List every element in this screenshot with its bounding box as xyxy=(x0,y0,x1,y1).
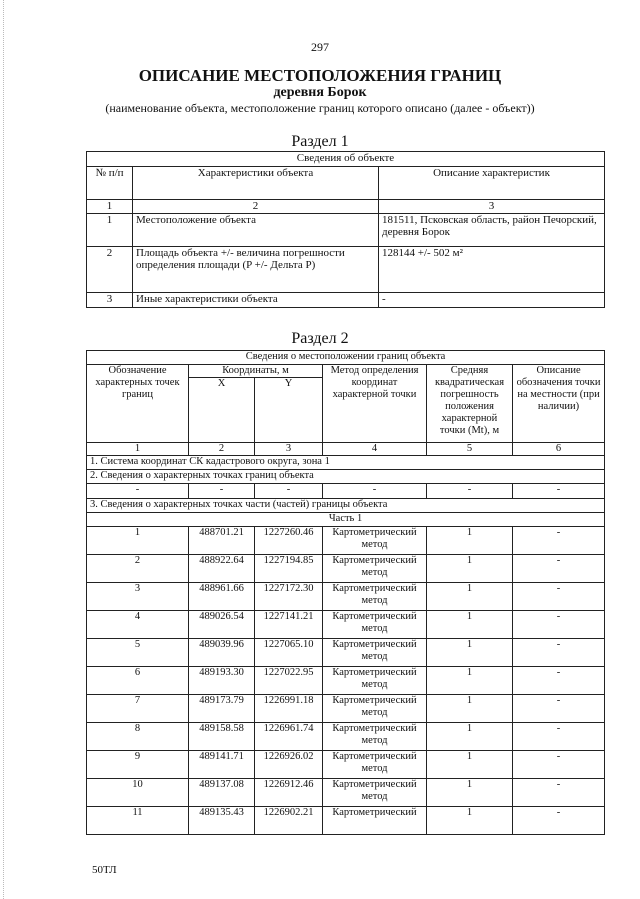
column-header: Характеристики объекта xyxy=(133,167,379,200)
x-coordinate: 489135.43 xyxy=(189,807,255,835)
y-coordinate: 1227260.46 xyxy=(255,527,323,555)
dash-cell: - xyxy=(323,484,427,499)
x-coordinate: 489193.30 xyxy=(189,667,255,695)
column-number: 4 xyxy=(323,443,427,456)
table-title: Сведения о местоположении границ объекта xyxy=(87,351,605,365)
y-coordinate: 1227194.85 xyxy=(255,555,323,583)
characteristic-value: 181511, Псковская область, район Печорский, деревня Борок xyxy=(379,214,605,247)
x-coordinate: 489137.08 xyxy=(189,779,255,807)
table-row xyxy=(87,555,605,583)
y-coordinate: 1227141.21 xyxy=(255,611,323,639)
method-cell: Картометрический метод xyxy=(323,751,427,779)
description-cell: - xyxy=(513,807,605,835)
section1-heading: Раздел 1 xyxy=(291,133,349,150)
y-coordinate: 1227022.95 xyxy=(255,667,323,695)
method-cell: Картометрический метод xyxy=(323,527,427,555)
coordinate-system-row: 1. Система координат СК кадастрового округа, зона 1 xyxy=(87,456,605,470)
method-cell: Картометрический метод xyxy=(323,695,427,723)
column-number: 3 xyxy=(379,200,605,214)
table-row xyxy=(87,214,605,247)
y-coordinate: 1226961.74 xyxy=(255,723,323,751)
object-info-table xyxy=(86,151,605,308)
method-cell: Картометрический xyxy=(323,807,427,835)
x-coordinate: 489026.54 xyxy=(189,611,255,639)
page-number: 297 xyxy=(311,40,329,54)
column-number: 1 xyxy=(87,443,189,456)
mt-cell: 1 xyxy=(427,807,513,835)
column-header: X xyxy=(189,378,255,443)
mt-cell: 1 xyxy=(427,555,513,583)
method-cell: Картометрический метод xyxy=(323,667,427,695)
table-row xyxy=(87,527,605,555)
description-cell: - xyxy=(513,695,605,723)
mt-cell: 1 xyxy=(427,779,513,807)
description-cell: - xyxy=(513,527,605,555)
characteristic-name: Местоположение объекта xyxy=(133,214,379,247)
point-number: 3 xyxy=(87,583,189,611)
description-cell: - xyxy=(513,611,605,639)
document-title: ОПИСАНИЕ МЕСТОПОЛОЖЕНИЯ ГРАНИЦ xyxy=(138,66,502,85)
object-note: (наименование объекта, местоположение границ которого описано (далее - объект)) xyxy=(105,101,535,115)
column-number: 1 xyxy=(87,200,133,214)
characteristic-value: 128144 +/- 502 м² xyxy=(379,247,605,293)
table-row xyxy=(87,723,605,751)
mt-cell: 1 xyxy=(427,583,513,611)
method-cell: Картометрический метод xyxy=(323,723,427,751)
description-cell: - xyxy=(513,779,605,807)
table-row xyxy=(87,293,605,308)
y-coordinate: 1226991.18 xyxy=(255,695,323,723)
column-header: Обозначение характерных точек границ xyxy=(87,365,189,443)
point-number: 5 xyxy=(87,639,189,667)
section2-heading: Раздел 2 xyxy=(291,330,349,347)
table-row xyxy=(87,779,605,807)
column-header: Средняя квадратическая погрешность положения характерной точки (Mt), м xyxy=(427,365,513,443)
column-header: Описание обозначения точки на местности (при наличии) xyxy=(513,365,605,443)
point-number: 7 xyxy=(87,695,189,723)
column-header: Метод определения координат характерной точки xyxy=(323,365,427,443)
description-cell: - xyxy=(513,723,605,751)
row-number: 1 xyxy=(87,214,133,247)
dash-cell: - xyxy=(427,484,513,499)
y-coordinate: 1226902.21 xyxy=(255,807,323,835)
dash-cell: - xyxy=(189,484,255,499)
point-number: 6 xyxy=(87,667,189,695)
dash-cell: - xyxy=(513,484,605,499)
method-cell: Картометрический метод xyxy=(323,779,427,807)
column-number: 2 xyxy=(133,200,379,214)
column-number: 3 xyxy=(255,443,323,456)
point-number: 1 xyxy=(87,527,189,555)
object-name: деревня Борок xyxy=(273,85,367,100)
table-row xyxy=(87,751,605,779)
table-row xyxy=(87,667,605,695)
column-number: 6 xyxy=(513,443,605,456)
description-cell: - xyxy=(513,751,605,779)
table-title: Сведения об объекте xyxy=(87,152,605,167)
point-number: 2 xyxy=(87,555,189,583)
characteristic-name: Площадь объекта +/- величина погрешности определения площади (P +/- Дельта P) xyxy=(133,247,379,293)
row-number: 2 xyxy=(87,247,133,293)
x-coordinate: 488922.64 xyxy=(189,555,255,583)
column-header: № п/п xyxy=(87,167,133,200)
column-header: Y xyxy=(255,378,323,443)
y-coordinate: 1226912.46 xyxy=(255,779,323,807)
column-header: Координаты, м xyxy=(189,365,323,378)
mt-cell: 1 xyxy=(427,611,513,639)
part-label-row: Часть 1 xyxy=(87,513,605,527)
description-cell: - xyxy=(513,667,605,695)
method-cell: Картометрический метод xyxy=(323,639,427,667)
dash-cell: - xyxy=(87,484,189,499)
footer-code: 50ТЛ xyxy=(92,864,117,876)
point-number: 8 xyxy=(87,723,189,751)
mt-cell: 1 xyxy=(427,695,513,723)
mt-cell: 1 xyxy=(427,667,513,695)
column-header: Описание характеристик xyxy=(379,167,605,200)
x-coordinate: 489173.79 xyxy=(189,695,255,723)
method-cell: Картометрический метод xyxy=(323,611,427,639)
x-coordinate: 488701.21 xyxy=(189,527,255,555)
y-coordinate: 1226926.02 xyxy=(255,751,323,779)
table-row xyxy=(87,611,605,639)
mt-cell: 1 xyxy=(427,723,513,751)
mt-cell: 1 xyxy=(427,639,513,667)
table-row xyxy=(87,639,605,667)
column-number: 5 xyxy=(427,443,513,456)
method-cell: Картометрический метод xyxy=(323,583,427,611)
point-number: 11 xyxy=(87,807,189,835)
x-coordinate: 489158.58 xyxy=(189,723,255,751)
column-number: 2 xyxy=(189,443,255,456)
boundary-points-row: 2. Сведения о характерных точках границ объекта xyxy=(87,470,605,484)
point-number: 4 xyxy=(87,611,189,639)
mt-cell: 1 xyxy=(427,527,513,555)
part-points-row: 3. Сведения о характерных точках части (частей) границы объекта xyxy=(87,499,605,513)
mt-cell: 1 xyxy=(427,751,513,779)
table-row xyxy=(87,807,605,835)
x-coordinate: 489039.96 xyxy=(189,639,255,667)
point-number: 9 xyxy=(87,751,189,779)
description-cell: - xyxy=(513,583,605,611)
description-cell: - xyxy=(513,555,605,583)
row-number: 3 xyxy=(87,293,133,308)
y-coordinate: 1227172.30 xyxy=(255,583,323,611)
method-cell: Картометрический метод xyxy=(323,555,427,583)
description-cell: - xyxy=(513,639,605,667)
table-row xyxy=(87,695,605,723)
table-row xyxy=(87,247,605,293)
characteristic-name: Иные характеристики объекта xyxy=(133,293,379,308)
x-coordinate: 488961.66 xyxy=(189,583,255,611)
table-row xyxy=(87,583,605,611)
characteristic-value: - xyxy=(379,293,605,308)
point-number: 10 xyxy=(87,779,189,807)
boundary-points-table xyxy=(86,350,605,835)
y-coordinate: 1227065.10 xyxy=(255,639,323,667)
x-coordinate: 489141.71 xyxy=(189,751,255,779)
dash-cell: - xyxy=(255,484,323,499)
